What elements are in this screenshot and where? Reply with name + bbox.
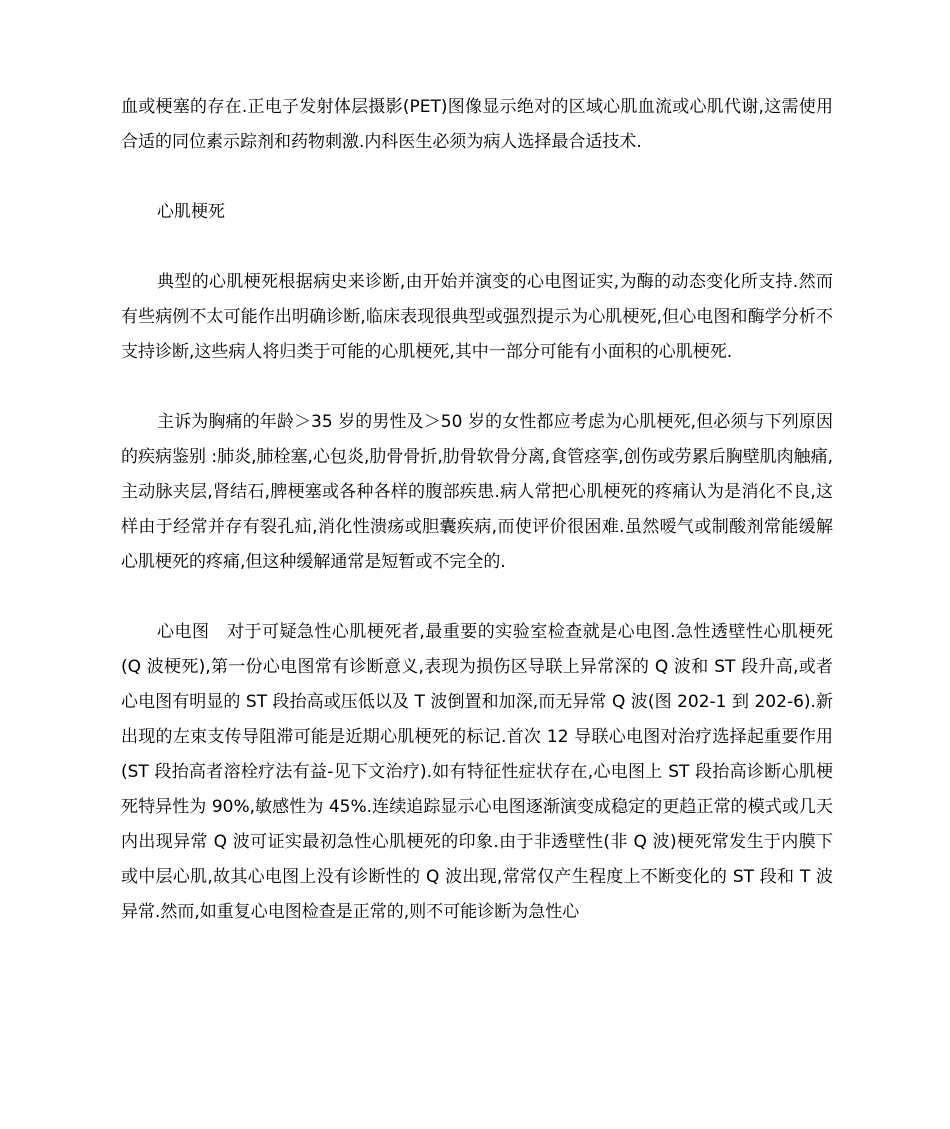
document-page	[121, 90, 833, 930]
paragraph-ecg: 心电图 对于可疑急性心肌梗死者,最重要的实验室检查就是心电图.急性透壁性心肌梗死(Q 波梗死),第一份心电图常有诊断意义,表现为损伤区导联上异常深的 Q 波和 ST 段升高,或者心电图有明显的 ST 段抬高或压低以及 T 波倒置和加深,而无异常 Q 波(图 202-1 到 202-6).新出现的左束支传导阻滞可能是近期心肌梗死的标记.首次 12 导联心电图对治疗选择起重要作用(ST 段抬高者溶栓疗法有益-见下文治疗).如有特征性症状存在,心电图上 ST 段抬高诊断心肌梗死特异性为 90%,敏感性为 45%.连续追踪显示心电图逐渐演变成稳定的更趋正常的模式或几天内出现异常 Q 波可证实最初急性心肌梗死的印象.由于非透壁性(非 Q 波)梗死常发生于内膜下或中层心肌,故其心电图上没有诊断性的 Q 波出现,常常仅产生程度上不断变化的 ST 段和 T 波异常.然而,如重复心电图检查是正常的,则不可能诊断为急性心	[121, 622, 833, 922]
paragraph-gap	[121, 160, 833, 195]
paragraph-typical-diagnosis: 典型的心肌梗死根据病史来诊断,由开始并演变的心电图证实,为酶的动态变化所支持.然而有些病例不太可能作出明确诊断,临床表现很典型或强烈提示为心肌梗死,但心电图和酶学分析不支持诊断,这些病人将归类于可能的心肌梗死,其中一部分可能有小面积的心肌梗死.	[121, 272, 833, 362]
paragraph-differential-diagnosis: 主诉为胸痛的年龄＞35 岁的男性及＞50 岁的女性都应考虑为心肌梗死,但必须与下列原因的疾病鉴别 :肺炎,肺栓塞,心包炎,肋骨骨折,肋骨软骨分离,食管痉挛,创伤或劳累后胸壁肌肉触痛,主动脉夹层,肾结石,脾梗塞或各种各样的腹部疾患.病人常把心肌梗死的疼痛认为是消化不良,这样由于经常并存有裂孔疝,消化性溃疡或胆囊疾病,而使评价很困难.虽然嗳气或制酸剂常能缓解心肌梗死的疼痛,但这种缓解通常是短暂或不完全的.	[121, 412, 833, 572]
paragraph-pet-imaging: 血或梗塞的存在.正电子发射体层摄影(PET)图像显示绝对的区域心肌血流或心肌代谢,这需使用合适的同位素示踪剂和药物刺激.内科医生必须为病人选择最合适技术.	[121, 97, 833, 152]
paragraph-gap	[121, 580, 833, 615]
paragraph-gap	[121, 370, 833, 405]
paragraph-gap	[121, 230, 833, 265]
section-heading-myocardial-infarction: 心肌梗死	[157, 202, 225, 222]
